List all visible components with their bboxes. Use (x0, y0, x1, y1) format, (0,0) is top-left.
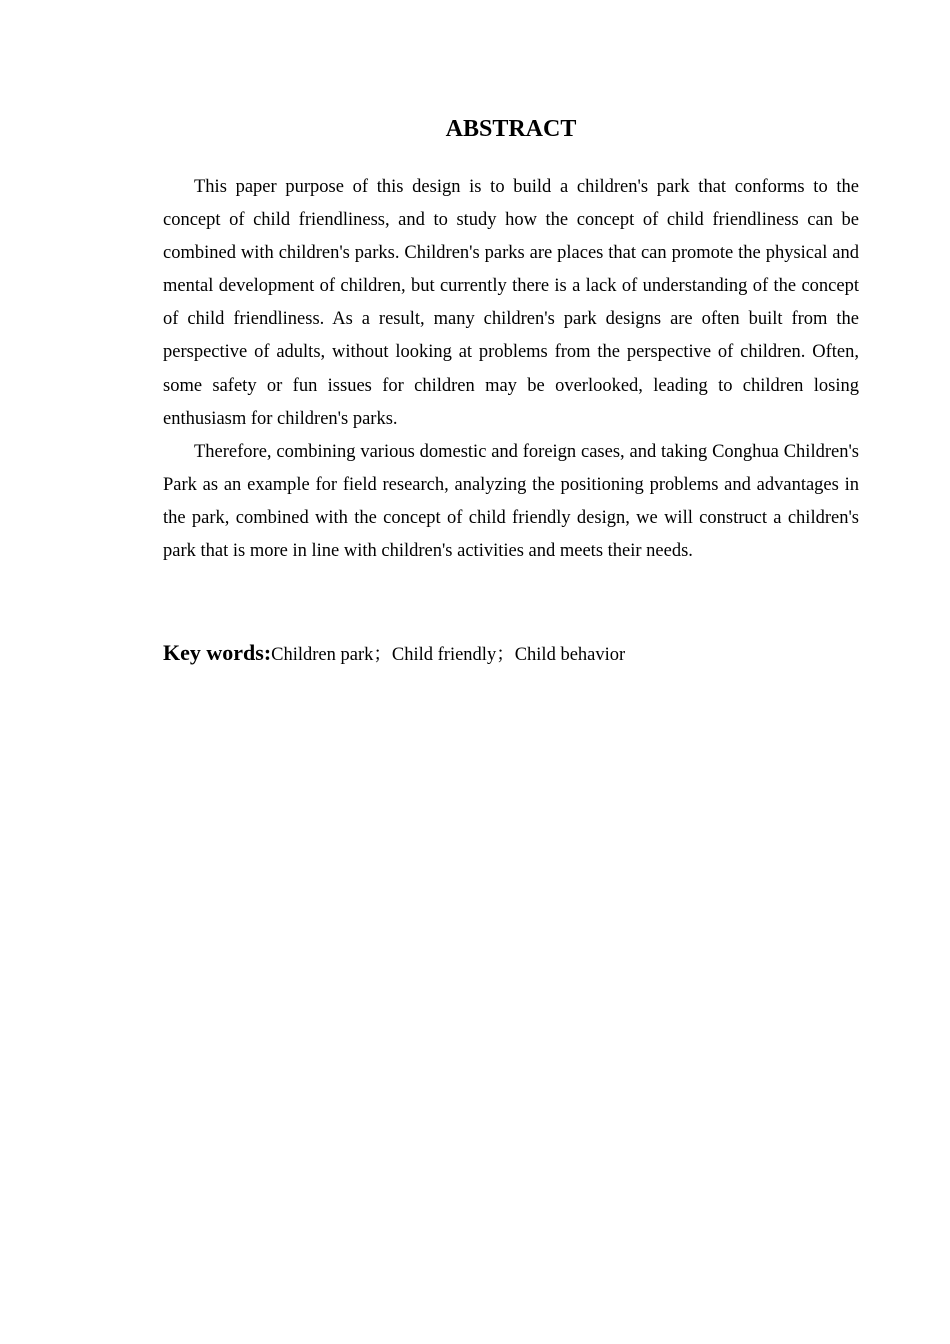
keywords-text: Children park；Child friendly；Child behavior (271, 645, 626, 665)
keywords-label: Key words: (163, 640, 272, 665)
abstract-paragraph-2: Therefore, combining various domestic and foreign cases, and taking Conghua Children's Park as an example for field research, analyzing the positioning problems and advantages in the park, combined with the concept of child friendly design, we will construct a children's park that is more in line with children's activities and meets their needs. (163, 441, 859, 562)
abstract-paragraph-1: This paper purpose of this design is to build a children's park that conforms to the concept of child friendliness, and to study how the concept of child friendliness can be combined with children's parks. Children's parks are places that can promote the physical and mental development of children, but currently there is a lack of understanding of the concept of child friendliness. As a result, many children's park designs are often built from the perspective of adults, without looking at problems from the perspective of children. Often, some safety or fun issues for children may be overlooked, leading to children losing enthusiasm for children's parks. (163, 177, 859, 429)
abstract-body (163, 171, 859, 568)
keywords-line (163, 636, 859, 672)
abstract-title: ABSTRACT (445, 116, 577, 142)
